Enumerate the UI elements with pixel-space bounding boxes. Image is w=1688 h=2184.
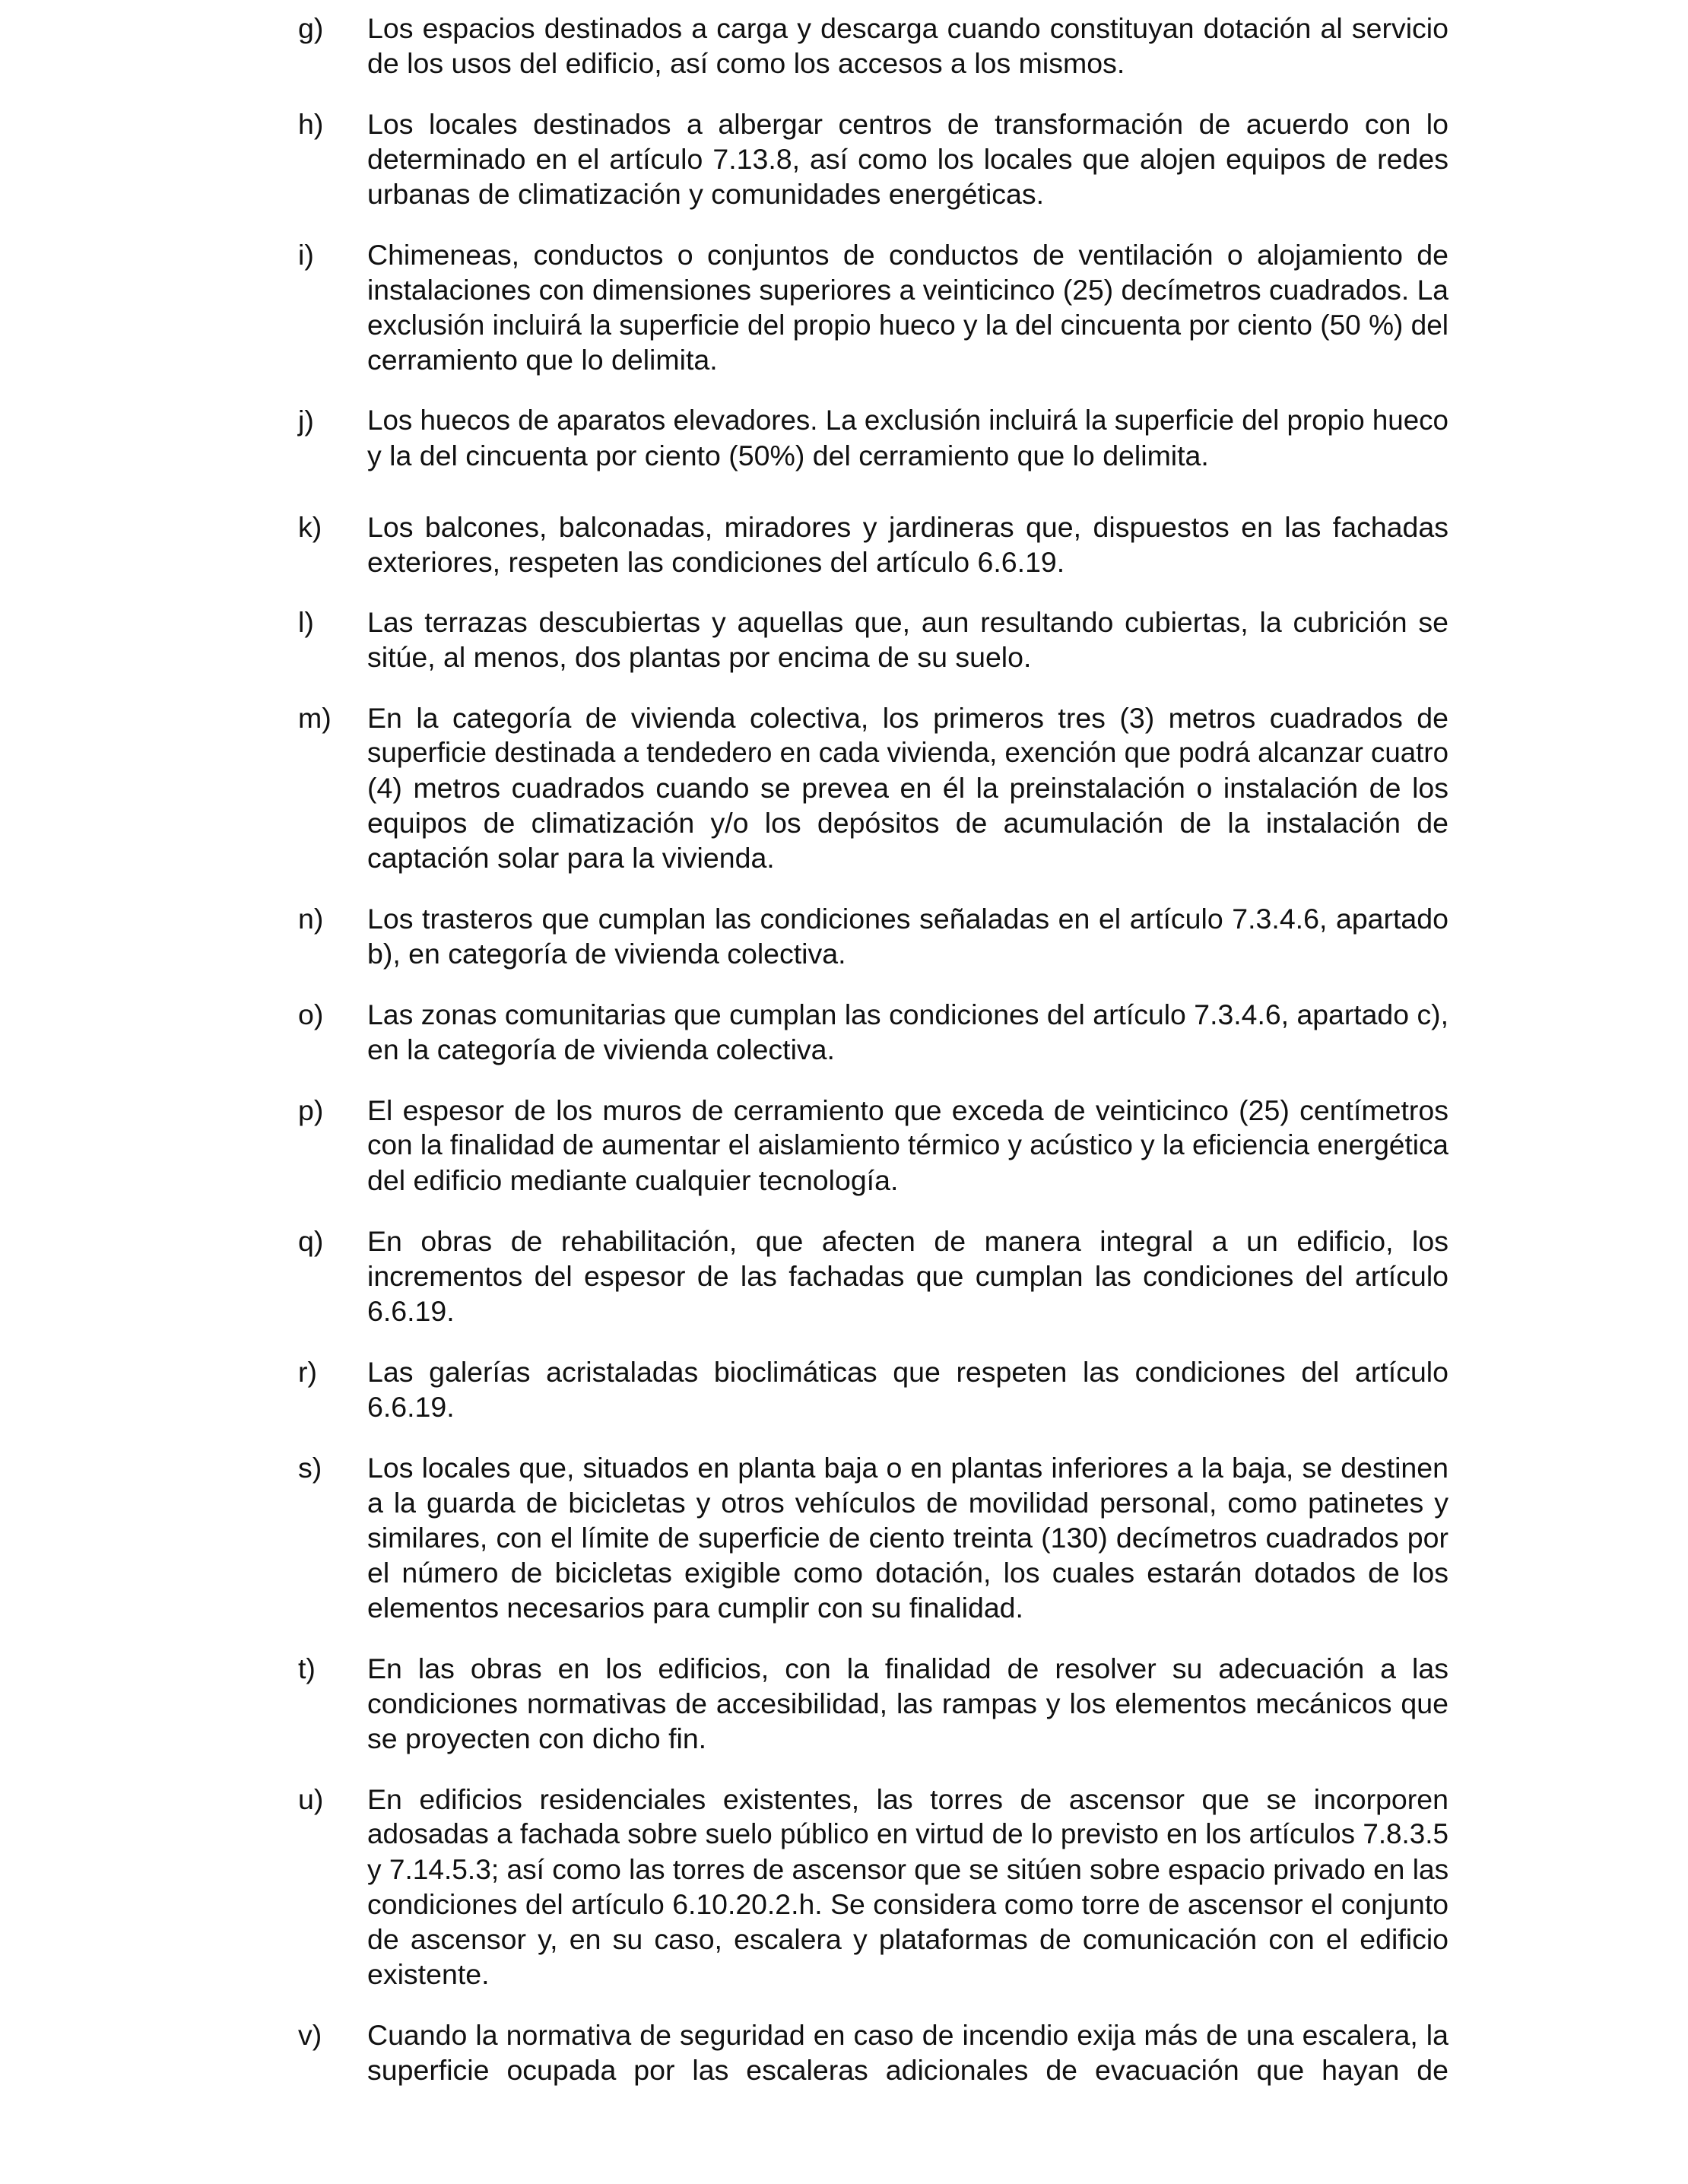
text-line: elementos necesarios para cumplir con su finalidad. — [367, 1592, 1023, 1624]
text-line: superficie destinada a tendedero en cada vivienda, exención que podrá alcanzar cuatro — [367, 737, 1448, 768]
text-line: del edificio mediante cualquier tecnología. — [367, 1164, 899, 1196]
text-line: y la del cincuenta por ciento (50%) del cerramiento que lo delimita. — [367, 440, 1209, 471]
text-line: equipos de climatización y/o los depósitos de acumulación de la instalación de — [367, 807, 1448, 839]
item-label: j) — [298, 405, 314, 436]
item-label: t) — [298, 1652, 316, 1684]
item-text — [367, 2017, 1448, 2087]
text-line: urbanas de climatización y comunidades energéticas. — [367, 178, 1045, 210]
text-line: Los espacios destinados a carga y descarga cuando constituyan dotación al servicio — [367, 12, 1448, 44]
text-line: existente. — [367, 1958, 490, 1990]
text-line: Chimeneas, conductos o conjuntos de conductos de ventilación o alojamiento de — [367, 239, 1448, 271]
item-text — [367, 1782, 1448, 1992]
item-text — [367, 1354, 1448, 1424]
text-line: En las obras en los edificios, con la finalidad de resolver su adecuación a las — [367, 1652, 1448, 1684]
text-line: y 7.14.5.3; así como las torres de ascensor que se sitúen sobre espacio privado en las — [367, 1853, 1449, 1885]
text-line: condiciones normativas de accesibilidad, las rampas y los elementos mecánicos que — [367, 1687, 1448, 1719]
text-line: Los locales destinados a albergar centros de transformación de acuerdo con lo — [367, 108, 1448, 140]
text-line: Los balcones, balconadas, miradores y jardineras que, dispuestos en las fachadas — [367, 511, 1448, 543]
text-line: en la categoría de vivienda colectiva. — [367, 1033, 835, 1065]
item-text — [367, 1093, 1448, 1198]
text-line: Los huecos de aparatos elevadores. La exclusión incluirá la superficie del propio hueco — [367, 405, 1448, 436]
text-line: cerramiento que lo delimita. — [367, 344, 718, 376]
text-line: captación solar para la vivienda. — [367, 842, 775, 874]
item-label: p) — [298, 1094, 324, 1126]
text-line: 6.6.19. — [367, 1391, 455, 1423]
item-label: i) — [298, 239, 314, 271]
text-line: condiciones del artículo 6.10.20.2.h. Se considera como torre de ascensor el conjunto — [367, 1888, 1448, 1920]
item-label: h) — [298, 108, 324, 140]
text-line: a la guarda de bicicletas y otros vehículos de movilidad personal, como patinetes y — [367, 1487, 1448, 1519]
text-line: En edificios residenciales existentes, las torres de ascensor que se incorporen — [367, 1783, 1448, 1815]
item-label: o) — [298, 998, 324, 1030]
text-line: Los locales que, situados en planta baja o en plantas inferiores a la baja, se destinen — [367, 1452, 1448, 1484]
item-text — [367, 997, 1448, 1067]
item-text — [367, 605, 1448, 675]
text-line: 6.6.19. — [367, 1295, 455, 1327]
text-line: En obras de rehabilitación, que afecten de manera integral a un edificio, los — [367, 1225, 1448, 1257]
text-line: Cuando la normativa de seguridad en caso de incendio exija más de una escalera, la — [367, 2019, 1448, 2051]
item-label: q) — [298, 1225, 324, 1257]
item-label: r) — [298, 1356, 317, 1388]
text-line: de los usos del edificio, así como los accesos a los mismos. — [367, 47, 1125, 79]
text-line: Las galerías acristaladas bioclimáticas que respeten las condiciones del artículo — [367, 1356, 1448, 1388]
item-text — [367, 700, 1448, 875]
item-label: u) — [298, 1783, 324, 1815]
text-line: (4) metros cuadrados cuando se prevea en él la preinstalación o instalación de los — [367, 772, 1448, 804]
text-line: con la finalidad de aumentar el aislamiento térmico y acústico y la eficiencia energética — [367, 1129, 1448, 1160]
item-label: k) — [298, 511, 322, 543]
text-line: similares, con el límite de superficie de ciento treinta (130) decímetros cuadrados por — [367, 1522, 1448, 1554]
text-line: determinado en el artículo 7.13.8, así como los locales que alojen equipos de redes — [367, 143, 1448, 175]
item-label: v) — [298, 2019, 322, 2051]
item-label: m) — [298, 702, 332, 734]
text-line: el número de bicicletas exigible como dotación, los cuales estarán dotados de los — [367, 1557, 1448, 1589]
text-line: incrementos del espesor de las fachadas que cumplan las condiciones del artículo — [367, 1260, 1448, 1292]
text-line: b), en categoría de vivienda colectiva. — [367, 938, 846, 970]
item-label: s) — [298, 1452, 322, 1484]
text-line: de ascensor y, en su caso, escalera y plataformas de comunicación con el edificio — [367, 1923, 1448, 1955]
item-text — [367, 11, 1448, 81]
item-text — [367, 901, 1448, 971]
text-line: adosadas a fachada sobre suelo público en virtud de lo previsto en los artículos 7.8.3.5 — [367, 1818, 1448, 1849]
item-text — [367, 106, 1448, 211]
item-label: g) — [298, 12, 324, 44]
item-text — [367, 1651, 1448, 1756]
text-line: Los trasteros que cumplan las condiciones señaladas en el artículo 7.3.4.6, apartado — [367, 903, 1448, 935]
item-text — [367, 1224, 1448, 1328]
text-line: Las zonas comunitarias que cumplan las condiciones del artículo 7.3.4.6, apartado c), — [367, 998, 1448, 1030]
item-text — [367, 403, 1448, 473]
text-line: exteriores, respeten las condiciones del artículo 6.6.19. — [367, 546, 1065, 578]
text-line: instalaciones con dimensiones superiores a veinticinco (25) decímetros cuadrados. La — [367, 274, 1448, 306]
item-label: n) — [298, 903, 324, 935]
item-text — [367, 509, 1448, 579]
text-line: Las terrazas descubiertas y aquellas que, aun resultando cubiertas, la cubrición se — [367, 606, 1448, 638]
text-line: sitúe, al menos, dos plantas por encima de su suelo. — [367, 641, 1032, 673]
item-label: l) — [298, 606, 314, 638]
text-line: El espesor de los muros de cerramiento que exceda de veinticinco (25) centímetros — [367, 1094, 1448, 1126]
text-line: En la categoría de vivienda colectiva, los primeros tres (3) metros cuadrados de — [367, 702, 1448, 734]
text-line: exclusión incluirá la superficie del propio hueco y la del cincuenta por ciento (50 %) del — [367, 309, 1448, 341]
text-line: se proyecten con dicho fin. — [367, 1722, 707, 1754]
item-text — [367, 237, 1448, 377]
text-line: superficie ocupada por las escaleras adicionales de evacuación que hayan de — [367, 2054, 1448, 2086]
item-text — [367, 1450, 1448, 1625]
